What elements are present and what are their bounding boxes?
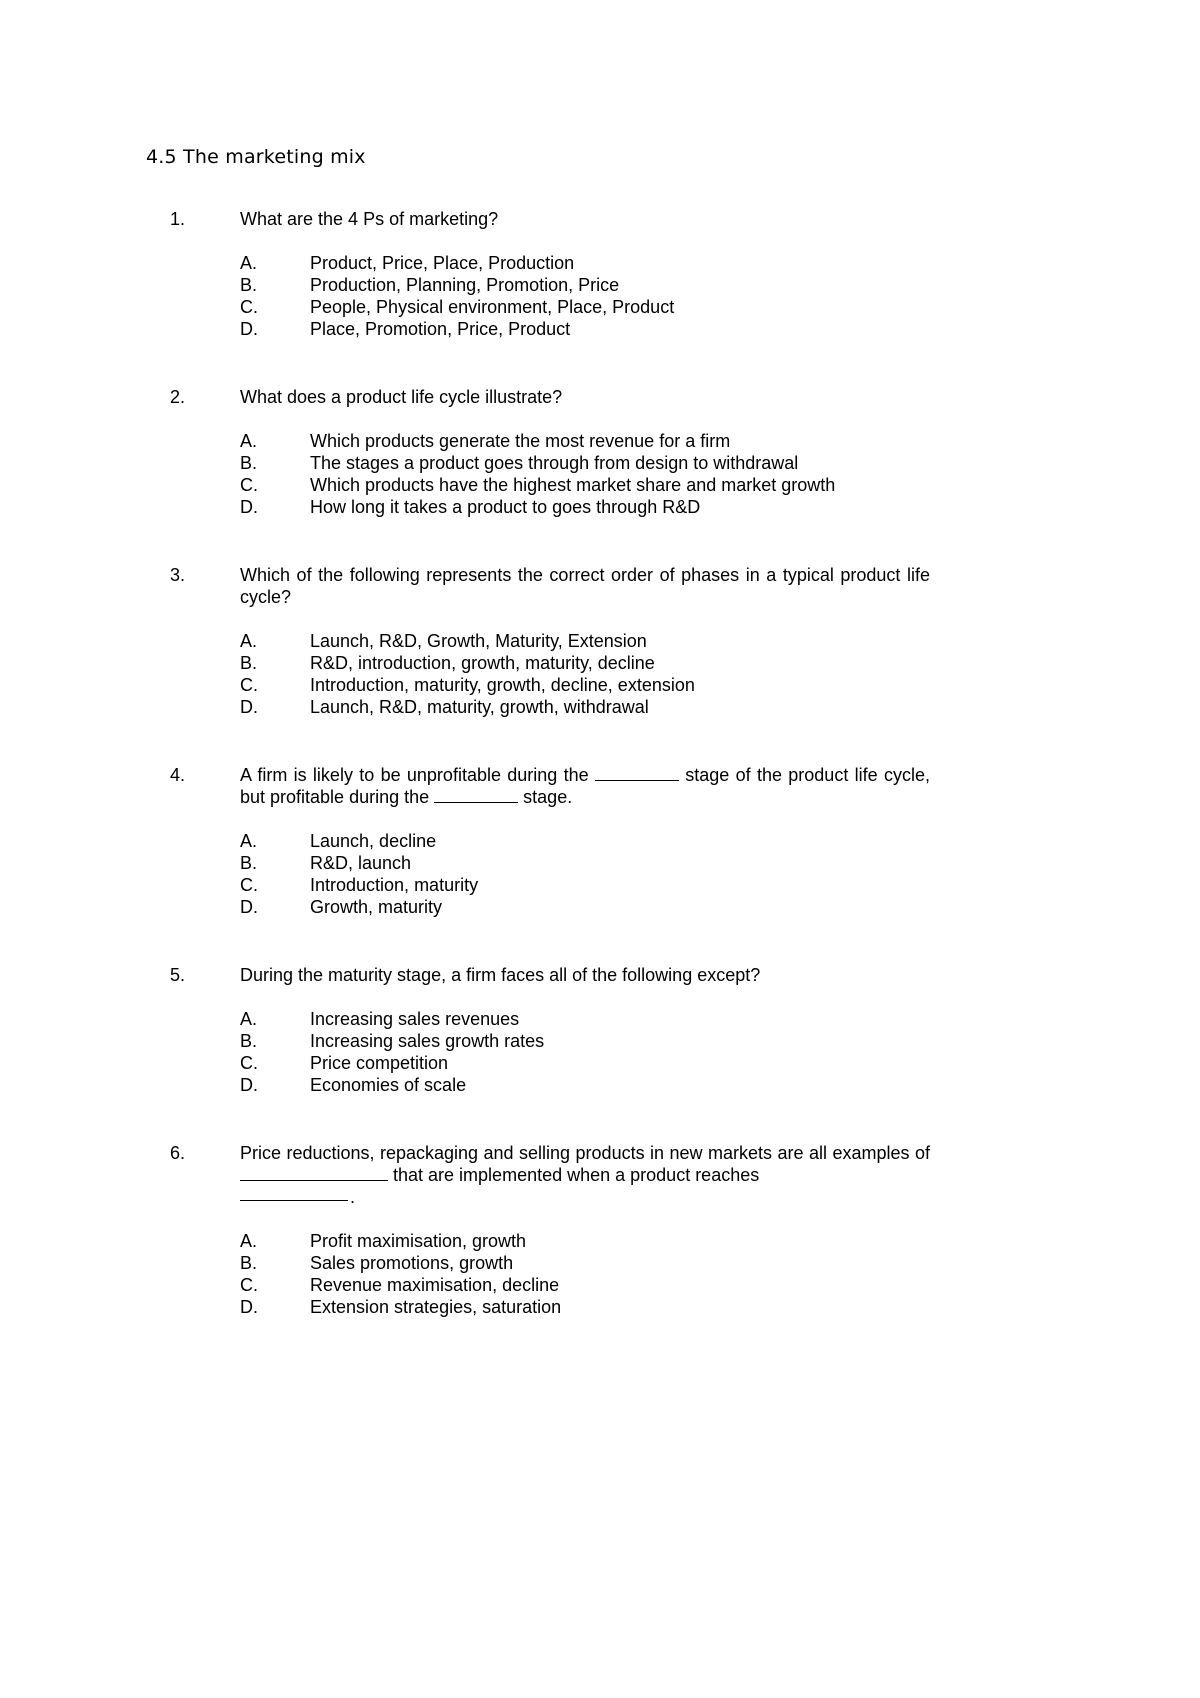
option-text: Introduction, maturity [310,875,479,895]
option-a [240,252,930,274]
option-text: Sales promotions, growth [310,1253,514,1273]
question-number: 1. [170,209,186,229]
option-text: Production, Planning, Promotion, Price [310,275,620,295]
option-letter: D. [240,897,258,917]
option-letter: D. [240,497,258,517]
option-letter: A. [240,431,258,451]
option-c [240,474,930,496]
question-text: What are the 4 Ps of marketing? [240,209,499,229]
question-5 [170,964,930,1096]
option-d [240,1296,930,1318]
option-text: Price competition [310,1053,449,1073]
option-letter: D. [240,1297,258,1317]
answer-blank [240,1200,348,1201]
option-text: Launch, decline [310,831,437,851]
option-letter: C. [240,1275,258,1295]
option-text: Launch, R&D, Growth, Maturity, Extension [310,631,647,651]
option-d [240,696,930,718]
question-number: 2. [170,387,186,407]
option-c [240,296,930,318]
question-text: Which of the following represents the correct order of phases in a typical product life cycle? [240,565,930,607]
question-text-part: A firm is likely to be unprofitable during the [240,765,589,785]
option-letter: A. [240,1231,258,1251]
option-letter: B. [240,1253,258,1273]
question-2 [170,386,930,518]
answer-blank [240,1164,388,1181]
option-list [240,1230,930,1318]
option-a [240,1230,930,1252]
question-text: During the maturity stage, a firm faces all of the following except? [240,965,761,985]
option-b [240,1030,930,1052]
option-text: Product, Price, Place, Production [310,253,575,273]
option-a [240,430,930,452]
option-letter: D. [240,1075,258,1095]
option-letter: C. [240,475,258,495]
option-letter: D. [240,319,258,339]
option-letter: B. [240,853,258,873]
option-d [240,318,930,340]
answer-blank [595,764,679,781]
option-c [240,674,930,696]
option-list [240,430,930,518]
question-text-part: . [350,1187,356,1207]
option-text: Increasing sales revenues [310,1009,520,1029]
answer-blank-line [240,1186,930,1208]
question-text-part: Price reductions, repackaging and selling products in new markets are all examples of [240,1143,930,1163]
question-3 [170,564,930,718]
option-letter: C. [240,875,258,895]
option-text: Launch, R&D, maturity, growth, withdrawal [310,697,649,717]
option-d [240,1074,930,1096]
option-text: Economies of scale [310,1075,467,1095]
option-letter: B. [240,453,258,473]
option-letter: C. [240,1053,258,1073]
option-text: Revenue maximisation, decline [310,1275,560,1295]
question-number: 6. [170,1143,186,1163]
option-c [240,874,930,896]
question-4 [170,764,930,918]
option-text: Which products have the highest market share and market growth [310,475,836,495]
question-text: What does a product life cycle illustrate? [240,387,563,407]
option-a [240,630,930,652]
option-text: Growth, maturity [310,897,443,917]
option-text: The stages a product goes through from design to withdrawal [310,453,799,473]
question-text-part: stage of the product life cycle, but profitable during the [240,765,930,807]
option-text: Which products generate the most revenue for a firm [310,431,731,451]
question-6 [170,1142,930,1318]
option-letter: B. [240,275,258,295]
option-text: Place, Promotion, Price, Product [310,319,571,339]
option-letter: A. [240,831,258,851]
option-list [240,252,930,340]
question-number: 4. [170,765,186,785]
option-b [240,652,930,674]
option-letter: A. [240,1009,258,1029]
option-text: How long it takes a product to goes through R&D [310,497,701,517]
question-text-part: stage. [523,787,573,807]
option-letter: C. [240,675,258,695]
option-text: Introduction, maturity, growth, decline, extension [310,675,695,695]
question-number: 5. [170,965,186,985]
option-letter: D. [240,697,258,717]
option-c [240,1274,930,1296]
option-letter: A. [240,253,258,273]
option-b [240,852,930,874]
option-c [240,1052,930,1074]
option-text: R&D, launch [310,853,412,873]
answer-blank [434,786,518,803]
page-title: 4.5 The marketing mix [146,146,366,168]
option-letter: B. [240,1031,258,1051]
option-text: People, Physical environment, Place, Product [310,297,675,317]
question-1 [170,208,930,340]
option-letter: A. [240,631,258,651]
option-text: Extension strategies, saturation [310,1297,562,1317]
option-list [240,1008,930,1096]
question-text-part: that are implemented when a product reaches [393,1165,760,1185]
option-letter: C. [240,297,258,317]
option-a [240,830,930,852]
option-b [240,452,930,474]
option-text: Profit maximisation, growth [310,1231,527,1251]
option-text: R&D, introduction, growth, maturity, decline [310,653,655,673]
option-a [240,1008,930,1030]
option-d [240,496,930,518]
option-list [240,630,930,718]
option-b [240,274,930,296]
option-b [240,1252,930,1274]
option-text: Increasing sales growth rates [310,1031,545,1051]
option-letter: B. [240,653,258,673]
question-text [240,764,930,808]
question-number: 3. [170,565,186,585]
question-text [240,1142,930,1186]
option-list [240,830,930,918]
option-d [240,896,930,918]
